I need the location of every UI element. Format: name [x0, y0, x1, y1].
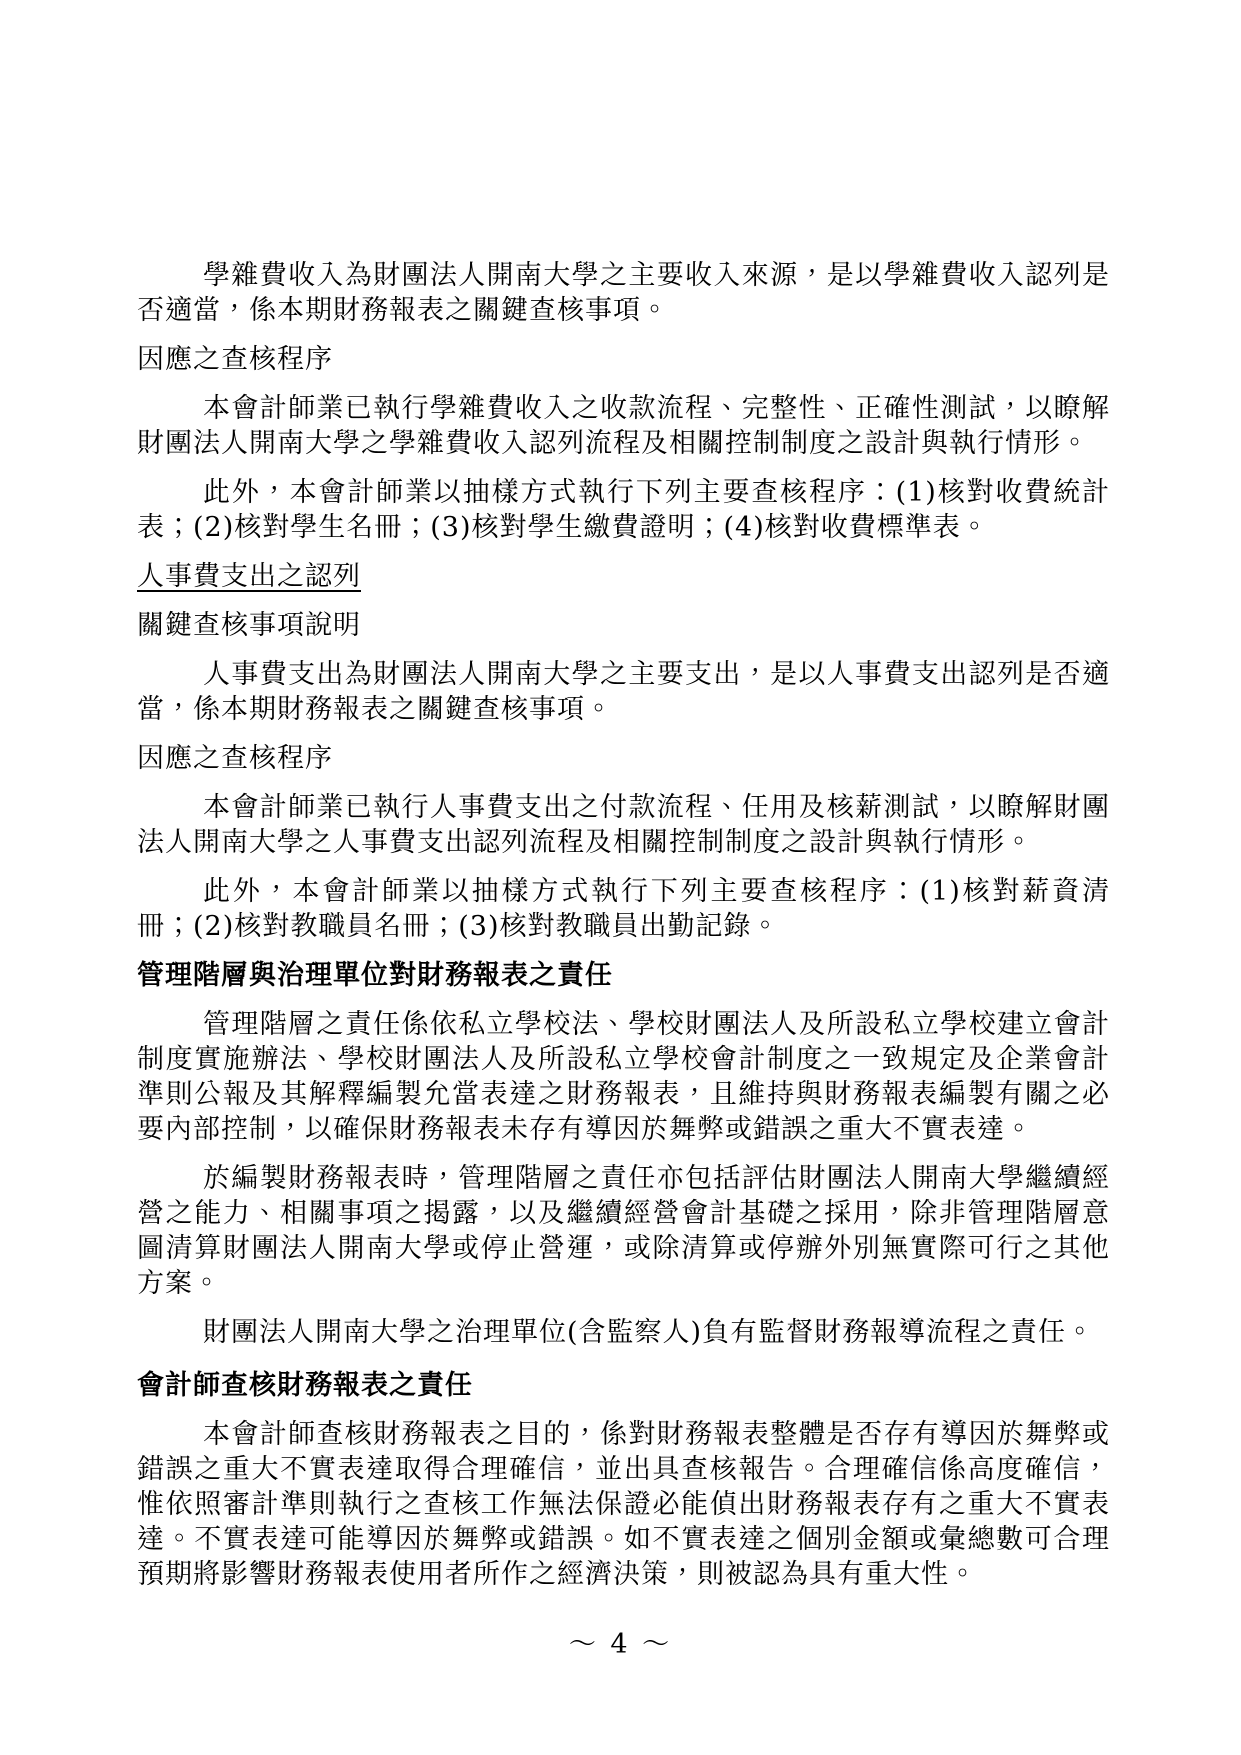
heading-management-governance-responsibility: 管理階層與治理單位對財務報表之責任: [137, 960, 613, 991]
para-personnel-procedures-sampling: 此外，本會計師業以抽樣方式執行下列主要查核程序：(1)核對薪資清冊；(2)核對教職員名冊；(3)核對教職員出勤記錄。: [137, 876, 1110, 942]
para-management-preparation-responsibility: 管理階層之責任係依私立學校法、學校財團法人及所設私立學校建立會計制度實施辦法、學校財團法人及所設私立學校會計制度之一致規定及企業會計準則公報及其解釋編製允當表達之財務報表，且維持與財務報表編製有關之必要內部控制，以確保財務報表未存有導因於舞弊或錯誤之重大不實表達。: [137, 1009, 1110, 1145]
para-management-going-concern: 於編製財務報表時，管理階層之責任亦包括評估財團法人開南大學繼續經營之能力、相關事項之揭露，以及繼續經營會計基礎之採用，除非管理階層意圖清算財團法人開南大學或停止營運，或除清算或停辦外別無實際可行之其他方案。: [137, 1163, 1110, 1299]
para-tuition-kam-description: 學雜費收入為財團法人開南大學之主要收入來源，是以學雜費收入認列是否適當，係本期財務報表之關鍵查核事項。: [137, 260, 1110, 326]
para-personnel-kam-description: 人事費支出為財團法人開南大學之主要支出，是以人事費支出認列是否適當，係本期財務報表之關鍵查核事項。: [137, 659, 1110, 725]
report-body: [137, 258, 1110, 1606]
heading-personnel-kam-explanation: 關鍵查核事項說明: [137, 610, 361, 641]
page-number: ～ 4 ～: [568, 1629, 673, 1660]
para-auditor-objective: 本會計師查核財務報表之目的，係對財務報表整體是否存有導因於舞弊或錯誤之重大不實表達取得合理確信，並出具查核報告。合理確信係高度確信，惟依照審計準則執行之查核工作無法保證必能偵出財務報表存有之重大不實表達。不實表達可能導因於舞弊或錯誤。如不實表達之個別金額或彙總數可合理預期將影響財務報表使用者所作之經濟決策，則被認為具有重大性。: [137, 1419, 1110, 1590]
para-tuition-procedures-main: 本會計師業已執行學雜費收入之收款流程、完整性、正確性測試，以瞭解財團法人開南大學之學雜費收入認列流程及相關控制制度之設計與執行情形。: [137, 393, 1110, 459]
para-personnel-procedures-main: 本會計師業已執行人事費支出之付款流程、任用及核薪測試，以瞭解財團法人開南大學之人事費支出認列流程及相關控制制度之設計與執行情形。: [137, 792, 1110, 858]
heading-tuition-audit-procedures: 因應之查核程序: [137, 344, 333, 375]
heading-auditor-responsibility: 會計師查核財務報表之責任: [137, 1370, 473, 1401]
para-governance-oversight: 財團法人開南大學之治理單位(含監察人)負有監督財務報導流程之責任。: [203, 1317, 1095, 1348]
heading-personnel-audit-procedures: 因應之查核程序: [137, 743, 333, 774]
para-tuition-procedures-sampling: 此外，本會計師業以抽樣方式執行下列主要查核程序：(1)核對收費統計表；(2)核對學生名冊；(3)核對學生繳費證明；(4)核對收費標準表。: [137, 477, 1110, 543]
heading-personnel-expense-recognition: 人事費支出之認列: [137, 561, 361, 592]
